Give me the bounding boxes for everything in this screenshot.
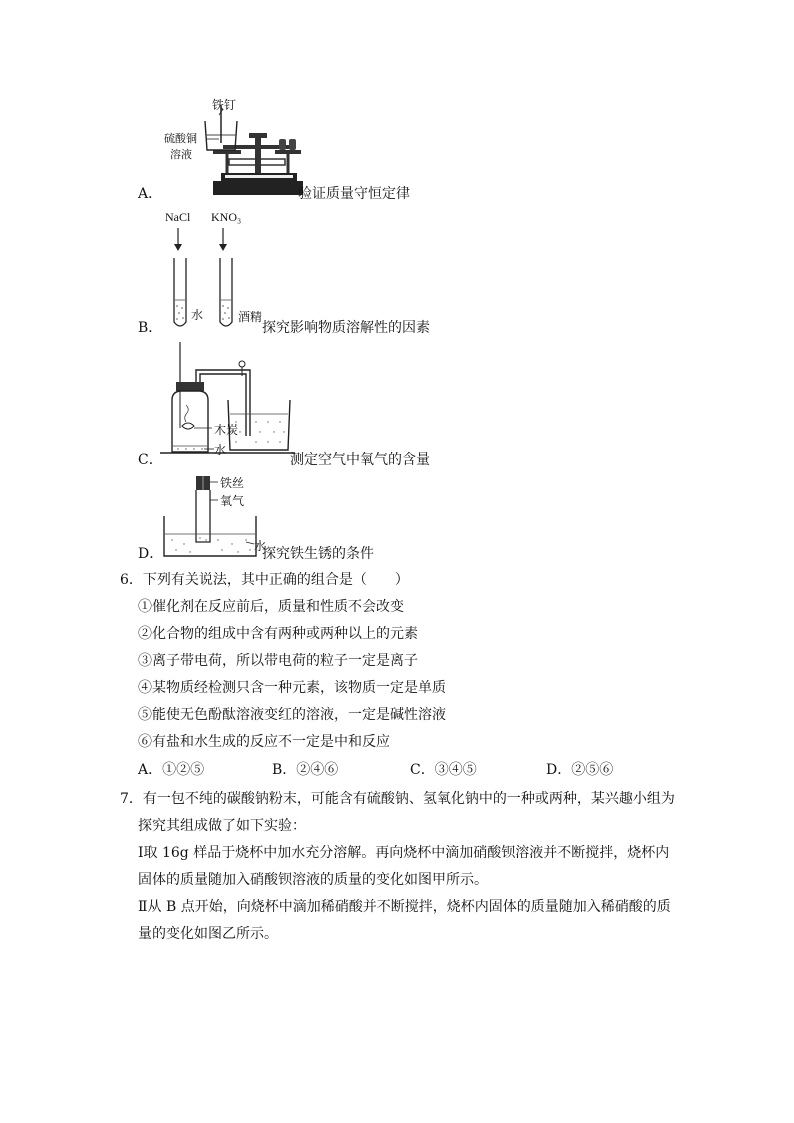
- option-caption: 验证质量守恒定律: [298, 186, 410, 202]
- option-letter: C．: [138, 452, 163, 468]
- iron-rust-figure: [162, 474, 262, 558]
- oxygen-measurement-figure: [160, 342, 295, 466]
- statement-item: ④某物质经检测只含一种元素，该物质一定是单质: [138, 680, 446, 696]
- label-kno3: KNO₃: [211, 210, 242, 224]
- label-water: 水: [191, 308, 204, 322]
- label-charcoal: 木炭: [214, 423, 239, 437]
- question-text: Ⅰ取 16g 样品于烧杯中加水充分溶解。再向烧杯中滴加硝酸钡溶液并不断搅拌，烧杯内: [138, 845, 670, 861]
- label-alcohol: 酒精: [238, 310, 263, 324]
- question-text: 量的变化如图乙所示。: [138, 926, 278, 942]
- statement-item: ③离子带电荷，所以带电荷的粒子一定是离子: [138, 653, 418, 669]
- question-text: Ⅱ从 B 点开始，向烧杯中滴加稀硝酸并不断搅拌，烧杯内固体的质量随加入稀硝酸的质: [138, 899, 671, 915]
- question-text: 7．有一包不纯的碳酸钠粉末，可能含有硫酸钠、氢氧化钠中的一种或两种，某兴趣小组为: [120, 791, 675, 807]
- answer-choice-c[interactable]: C．③④⑤: [410, 762, 477, 778]
- label-oxygen: 氧气: [220, 494, 245, 508]
- option-caption: 探究影响物质溶解性的因素: [262, 320, 430, 336]
- question-text: 固体的质量随加入硝酸钡溶液的质量的变化如图甲所示。: [138, 872, 488, 888]
- answer-choice-d[interactable]: D．②⑤⑥: [546, 762, 614, 778]
- statement-item: ⑤能使无色酚酞溶液变红的溶液，一定是碱性溶液: [138, 707, 446, 723]
- label-nacl: NaCl: [165, 210, 191, 224]
- label-water: 水: [214, 443, 227, 457]
- label-iron-nail: 铁钉: [212, 98, 237, 112]
- question-text: 探究其组成做了如下实验：: [138, 818, 306, 834]
- label-copper-sulfate: 硫酸铜: [164, 132, 197, 145]
- question-stem: 6．下列有关说法，其中正确的组合是（ ）: [120, 572, 409, 588]
- option-caption: 测定空气中氧气的含量: [290, 452, 430, 468]
- statement-item: ⑥有盐和水生成的反应不一定是中和反应: [138, 734, 390, 750]
- answer-choice-b[interactable]: B．②④⑥: [272, 762, 339, 778]
- answer-choice-a[interactable]: A．①②⑤: [138, 762, 205, 778]
- option-caption: 探究铁生锈的条件: [262, 546, 374, 562]
- option-letter: B．: [138, 320, 163, 336]
- statement-item: ①催化剂在反应前后，质量和性质不会改变: [138, 599, 404, 615]
- label-water: 水: [254, 539, 267, 553]
- option-letter: A．: [138, 186, 163, 202]
- statement-item: ②化合物的组成中含有两种或两种以上的元素: [138, 626, 418, 642]
- option-letter: D．: [138, 546, 164, 562]
- label-solution: 溶液: [170, 148, 192, 161]
- label-iron-wire: 铁丝: [220, 476, 245, 490]
